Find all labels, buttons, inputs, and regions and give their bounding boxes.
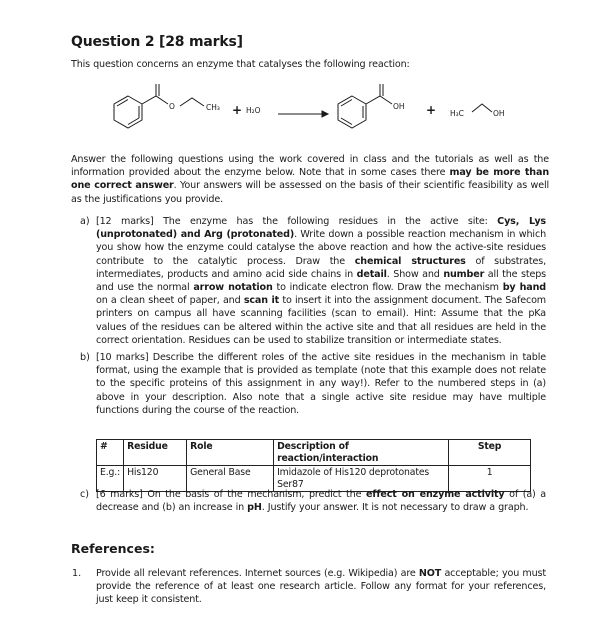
ethanol-methyl: H₃C — [450, 109, 464, 118]
product-plus: + — [426, 103, 437, 117]
table-header-step: Step — [449, 440, 531, 466]
part-a-text: [12 marks] The enzyme has the following residues in the active site: Cys, Lys (unprotonated) and Arg (protonated). Write down a possible reaction mechanism in which you show how the enzyme could catalyse the above reaction and how the active-site residues contribute to the catalytic process. Draw the chemical structures of substrates, intermediates, products and amino acid side chains in detail. Show and number all the steps and use the normal arrow notation to indicate electron flow. Draw the mechanism by hand on a clean sheet of paper, and scan it to insert it into the assignment document. The Safecom printers on campus all have scanning facilities (scan to email). Hint: Assume that the pKa values of the residues can be altered within the active site and that all residues are held in the correct orientation. Residues can be used to stabilize transition or intermediate states. — [96, 216, 547, 346]
ethanol-chain — [472, 104, 492, 112]
table-cell-description: Imidazole of His120 deprotonates Ser87 — [274, 466, 449, 492]
part-c-label: c) — [80, 489, 90, 500]
water-label: H₂O — [246, 106, 261, 115]
table-header-residue: Residue — [124, 440, 187, 466]
table-header-row — [97, 440, 531, 466]
reaction-arrow — [278, 111, 328, 117]
part-b-text: [10 marks] Describe the different roles of the active site residues in the mechanism in table format, using the example that is provided as template (note that this example does not relate to the specific proteins of this assignment in any way!). Refer to the numbered steps in (a) above in your description. Also note that a single active site residue may have multiple functions during the course of the reaction. — [96, 352, 546, 416]
table-cell-step: 1 — [449, 466, 531, 492]
intro-text: This question concerns an enzyme that catalyses the following reaction: — [71, 59, 410, 70]
part-b-label: b) — [80, 352, 90, 363]
reference-item-label: 1. — [72, 568, 82, 579]
part-a-label: a) — [80, 216, 90, 227]
reactant-chain — [142, 96, 168, 104]
reaction-scheme — [100, 82, 540, 144]
table-header-role: Role — [187, 440, 274, 466]
table-header-number: # — [97, 440, 124, 466]
reactant-benzene-ring — [114, 96, 142, 128]
example-table — [96, 439, 531, 492]
reactant-ester-oxygen: O — [169, 102, 175, 111]
table-cell-number: E.g.: — [97, 466, 124, 492]
reactant-plus: + — [232, 103, 243, 117]
references-heading: References: — [71, 541, 155, 556]
product-benzene-ring — [338, 96, 366, 128]
instructions-paragraph: Answer the following questions using the work covered in class and the tutorials as well as the information provided about the enzyme below. Note that in some cases there may be more than one correct answer. Your answers will be assessed on the basis of their scientific feasibility as well as the justifications you provide. — [71, 154, 549, 205]
table-cell-role: General Base — [187, 466, 274, 492]
product-chain — [366, 96, 392, 104]
question-title: Question 2 [28 marks] — [71, 34, 243, 50]
table-cell-residue: His120 — [124, 466, 187, 492]
part-c-text: [6 marks] On the basis of the mechanism, predict the effect on enzyme activity of (a) a decrease and (b) an increase in pH. Justify your answer. It is not necessary to draw a graph. — [96, 489, 546, 514]
ethanol-hydroxyl: OH — [493, 109, 505, 118]
table-header-description: Description of reaction/interaction — [274, 440, 449, 466]
product-hydroxyl: OH — [393, 102, 405, 111]
reactant-methyl: CH₃ — [206, 103, 220, 112]
reference-item-text: Provide all relevant references. Internet sources (e.g. Wikipedia) are NOT acceptable; you must provide the reference of at least one research article. Follow any format for your references, just keep it consistent. — [96, 568, 546, 606]
